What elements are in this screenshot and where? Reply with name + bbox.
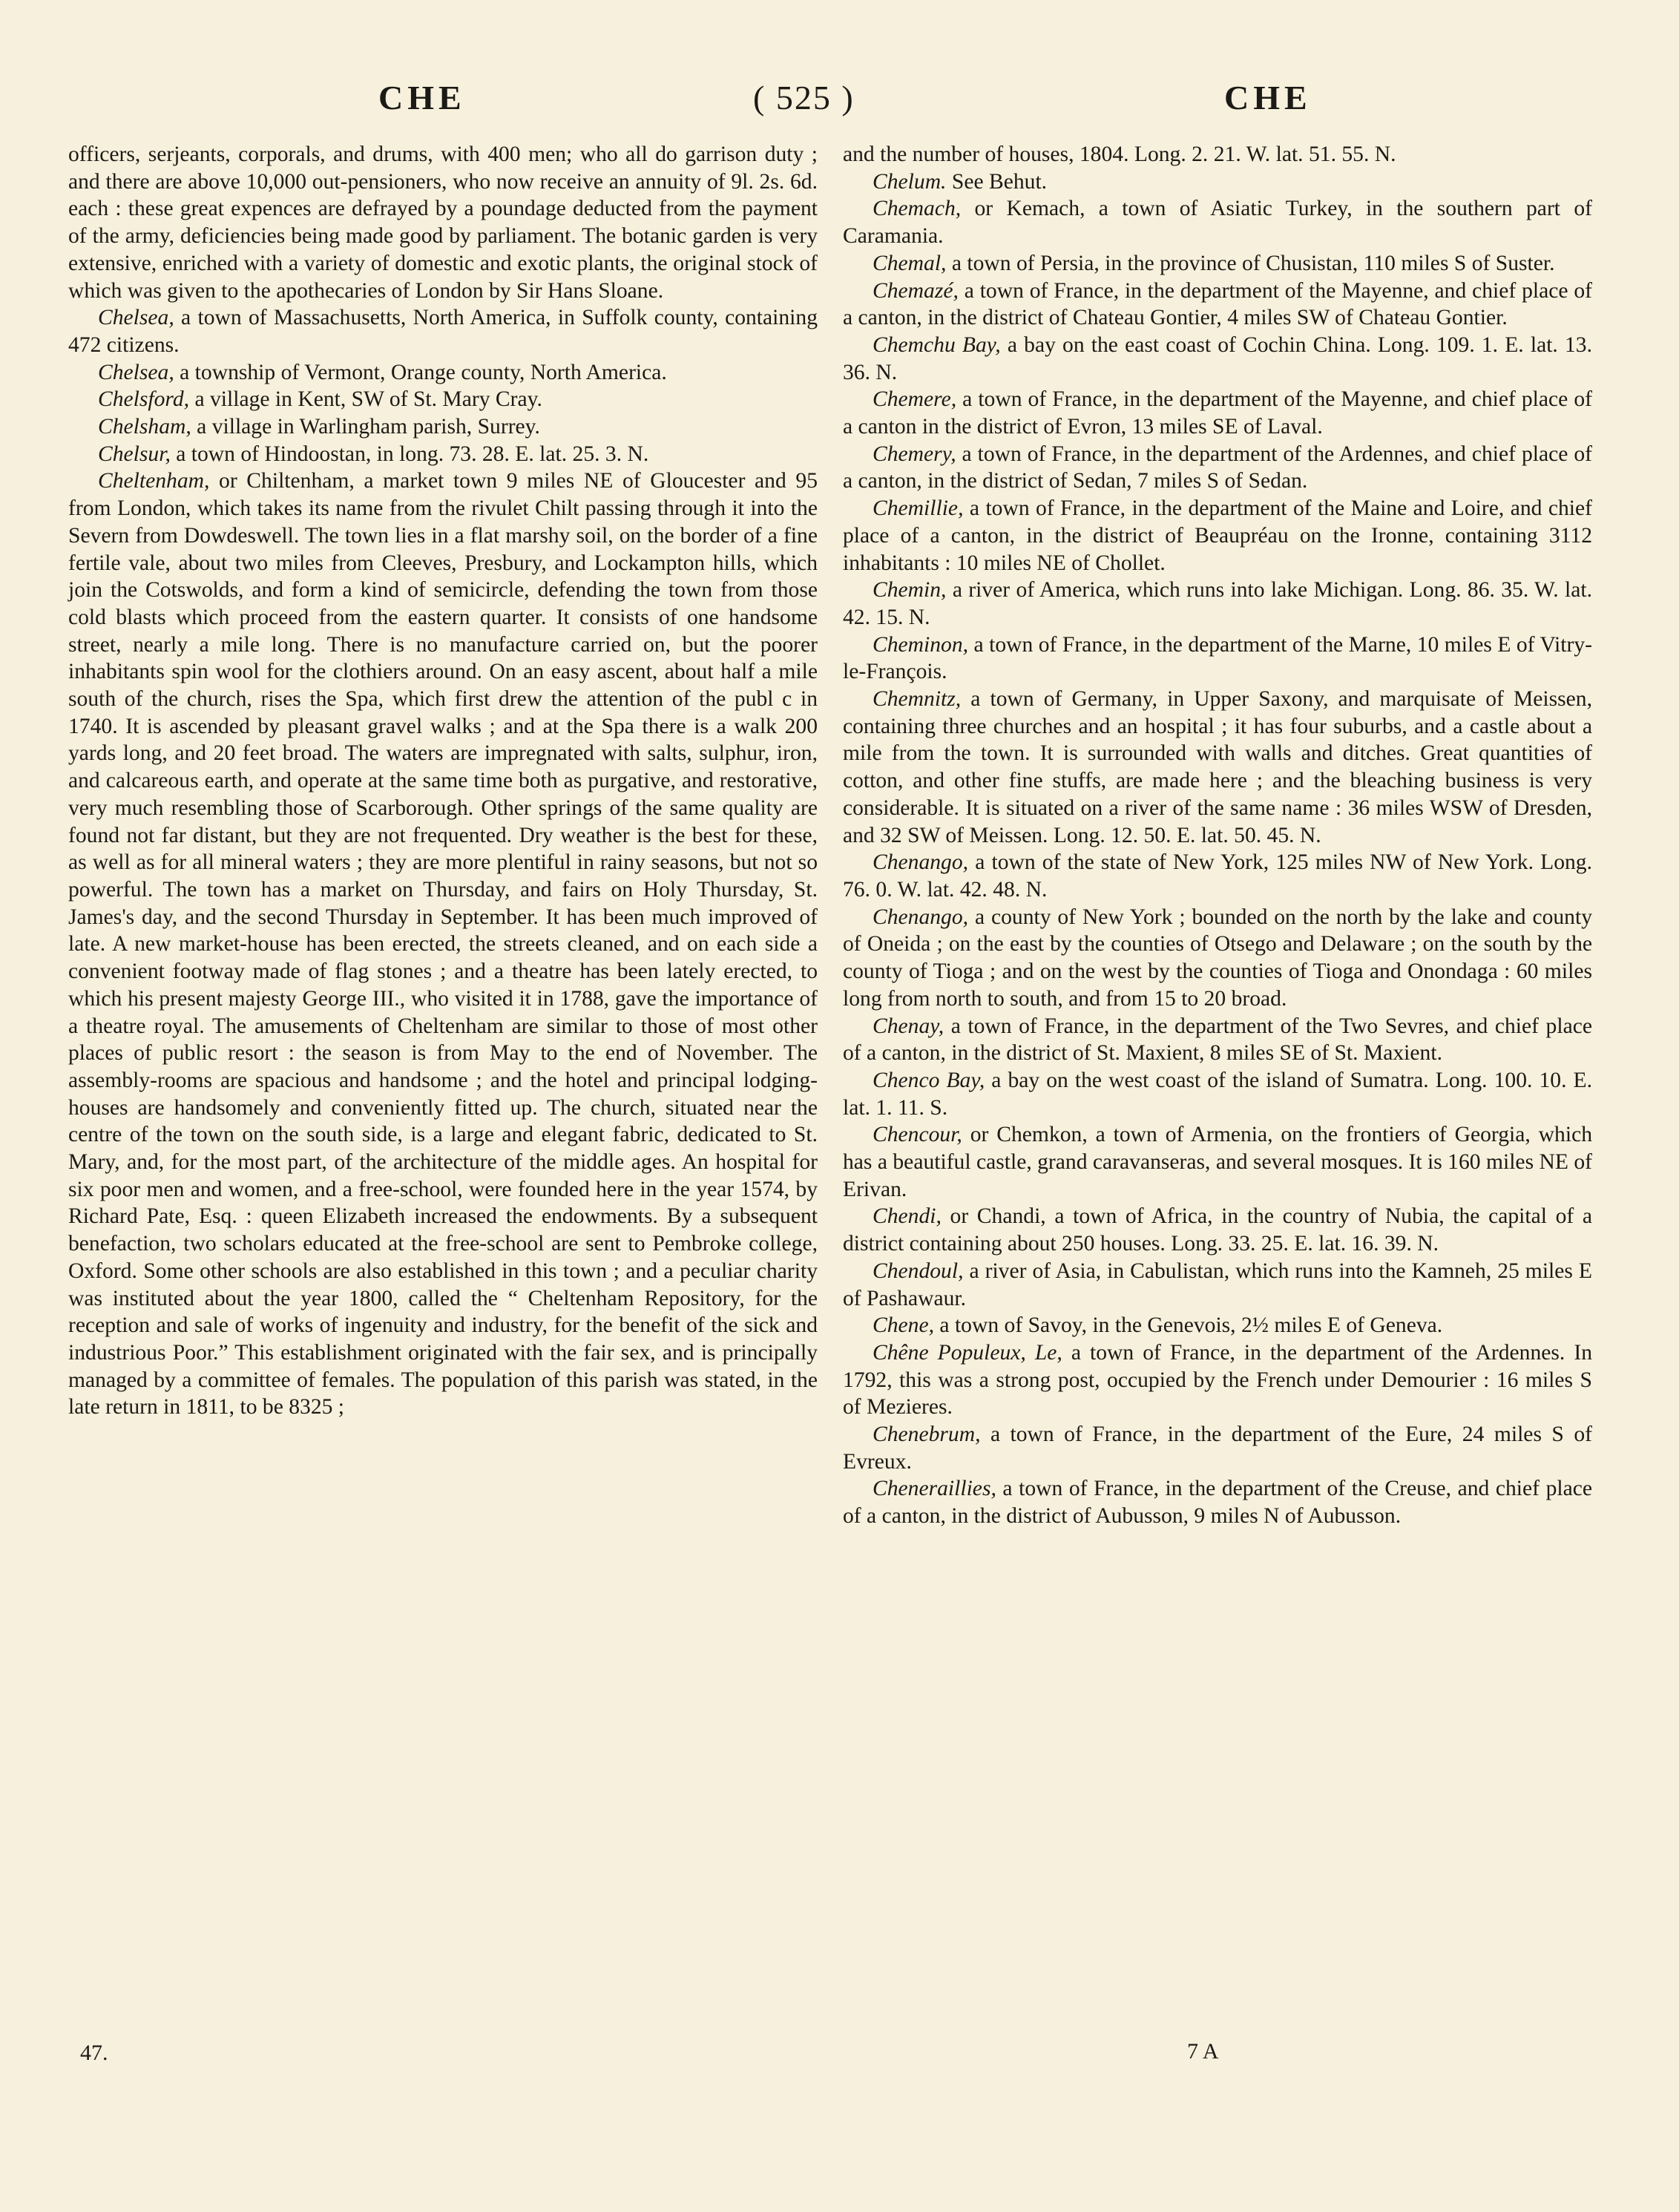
entry-text: or Kemach, a town of Asiatic Turkey, in the southern part of Caramania. [843,197,1592,249]
entry-headword: Chemin, [873,578,947,603]
gazetteer-entry [843,1013,1592,1067]
gazetteer-entry [843,1339,1592,1421]
entry-headword: Chemillie, [873,496,964,521]
entry-headword: Cheltenham, [98,469,210,493]
entry-headword: Chelsur, [98,442,171,466]
gazetteer-entry [843,250,1592,278]
gazetteer-entry [843,631,1592,686]
gazetteer-entry [843,849,1592,903]
entry-text: a county of New York ; bounded on the north by the lake and county of Oneida ; on the east by the counties of Otsego and Delaware ; on the south by the county of Tioga ; and on the west by the counties of Tioga and Onondaga : 60 miles long from north to south, and from 15 to 20 broad. [843,905,1592,1011]
entry-text: a town of France, in the department of the Creuse, and chief place of a canton, in the district of Aubusson, 9 miles N of Aubusson. [843,1477,1592,1529]
gazetteer-entry [843,1203,1592,1257]
right-column [843,141,1592,1530]
entry-text: a river of Asia, in Cabulistan, which runs into the Kamneh, 25 miles E of Pashawaur. [843,1258,1592,1310]
entry-text: a town of Savoy, in the Genevois, 2½ miles E of Geneva. [934,1313,1443,1338]
gazetteer-entry [68,304,818,358]
gazetteer-entry [68,359,818,387]
gazetteer-entry [843,386,1592,440]
gazetteer-entry [843,1067,1592,1121]
gazetteer-entry [843,1258,1592,1312]
entry-text: officers, serjeants, corporals, and drums, with 400 men; who all do garrison duty ; and there are above 10,000 out-pensioners, who now receive an annuity of 9l. 2s. 6d. each : these great expences are defrayed by a poundage deducted from the payment of the army, deficiencies being made good by parliament. The botanic garden is very extensive, enriched with a variety of domestic and exotic plants, the original stock of which was given to the apothecaries of London by Sir Hans Sloane. [68,142,818,303]
entry-headword: Chelum. [873,169,947,194]
gazetteer-entry [843,195,1592,249]
entry-headword: Chemery, [873,442,956,466]
entry-text: a town of Hindoostan, in long. 73. 28. E. lat. 25. 3. N. [170,442,649,466]
gazetteer-entry [68,467,818,1421]
entry-text: a town of Germany, in Upper Saxony, and marquisate of Meissen, containing three churches and an hospital ; it has four suburbs, and a castle about a mile from the town. It is surrounded with walls and ditches. Great quantities of cotton, and other fine stuffs, are made here ; and the bleaching business is very considerable. It is situated on a river of the same name : 36 miles WSW of Dresden, and 32 SW of Meissen. Long. 12. 50. E. lat. 50. 45. N. [843,687,1592,847]
entry-text: or Chandi, a town of Africa, in the country of Nubia, the capital of a district containing about 250 houses. Long. 33. 25. E. lat. 16. 39. N. [843,1204,1592,1256]
entry-headword: Chendoul, [873,1258,964,1283]
entry-text: a river of America, which runs into lake Michigan. Long. 86. 35. W. lat. 42. 15. N. [843,578,1592,629]
gazetteer-entry [843,168,1592,196]
gazetteer-entry [843,332,1592,386]
gazetteer-entry [843,904,1592,1013]
entry-headword: Chenebrum, [873,1422,981,1447]
gazetteer-entry [68,413,818,441]
entry-text: a town of France, in the department of the Mayenne, and chief place of a canton, in the district of Chateau Gontier, 4 miles SW of Chateau Gontier. [843,278,1592,330]
signature-letter: 7 A [1187,2039,1219,2064]
entry-headword: Chêne Populeux, Le, [873,1340,1062,1365]
entry-headword: Chemal, [873,251,947,275]
entry-headword: Chendi, [873,1204,942,1229]
gazetteer-entry [68,386,818,413]
gazetteer-entry [843,495,1592,577]
entry-text: or Chiltenham, a market town 9 miles NE of Gloucester and 95 from London, which takes its name from the rivulet Chilt passing through it into the Severn from Dowdeswell. The town lies in a flat marshy soil, on the border of a fine fertile vale, about two miles from Cleeves, Presbury, and Lockampton hills, which join the Cotswolds, and form a kind of semicircle, defending the town from those cold blasts which proceed from the eastern quarter. It consists of one handsome street, nearly a mile long. There is no manufacture carried on, but the poorer inhabitants spin wool for the clothiers around. On an easy ascent, about half a mile south of the church, rises the Spa, which first drew the attention of the publ c in 1740. It is ascended by pleasant gravel walks ; and at the Spa there is a walk 200 yards long, and 20 feet broad. The waters are impregnated with salts, sulphur, iron, and calcareous earth, and operate at the same time both as purgative, and restorative, very much resembling those of Scarborough. Other springs of the same quality are found not far distant, but they are not frequented. Dry weather is the best for these, as well as for all mineral waters ; they are more plentiful in rainy seasons, but not so powerful. The town has a market on Thursday, and fairs on Holy Thursday, St. James's day, and the second Thursday in September. It has been much improved of late. A new market-house has been erected, the streets cleaned, and on each side a convenient footway made of flag stones ; and a theatre has been lately erected, to which his present majesty George III., who visited it in 1788, gave the importance of a theatre royal. The amusements of Cheltenham are similar to those of most other places of public resort : the season is from May to the end of November. The assembly-rooms are spacious and handsome ; and the hotel and principal lodging-houses are handsomely and conveniently fitted up. The church, situated near the centre of the town on the south side, is a large and elegant fabric, dedicated to St. Mary, and, for the most part, of the architecture of the middle ages. An hospital for six poor men and women, and a free-school, were founded here in the year 1574, by Richard Pate, Esq. : queen Elizabeth increased the endowments. By a subsequent benefaction, two scholars educated at the free-school are sent to Pembroke college, Oxford. Some other schools are also established in this town ; and a peculiar charity was instituted about the year 1800, called the “ Cheltenham Repository, for the reception and sale of works of ingenuity and industry, for the benefit of the sick and industrious Poor.” This establishment originated with the fair sex, and is principally managed by a committee of females. The population of this parish was stated, in the late return in 1811, to be 8325 ; [68,469,818,1420]
entry-text: a town of France, in the department of the Maine and Loire, and chief place of a canton, in the district of Beaupréau on the Ironne, containing 3112 inhabitants : 10 miles NE of Chollet. [843,496,1592,575]
entry-headword: Chene, [873,1313,935,1338]
entry-headword: Chelsford, [98,387,190,412]
entry-text: a village in Kent, SW of St. Mary Cray. [189,387,542,412]
entry-headword: Chemazé, [873,278,959,303]
gazetteer-entry [68,141,818,304]
header-left-catchword: CHE [378,79,466,116]
entry-headword: Chenay, [873,1014,944,1038]
entry-text: a town of France, in the department of the Ardennes, and chief place of a canton, in the district of Sedan, 7 miles S of Sedan. [843,442,1592,493]
gazetteer-entry [843,1421,1592,1475]
entry-headword: Chencour, [873,1123,962,1147]
entry-headword: Chelsea, [98,360,174,384]
gazetteer-entry [843,577,1592,631]
entry-headword: Chemchu Bay, [873,332,1001,357]
header-right-catchword: CHE [1224,79,1312,116]
gazetteer-entry [68,441,818,468]
entry-headword: Chelsham, [98,415,191,439]
entry-text: a town of France, in the department of the Mayenne, and chief place of a canton in the district of Evron, 13 miles SE of Laval. [843,387,1592,439]
entry-headword: Cheminon, [873,632,969,657]
gazetteer-entry [843,686,1592,849]
entry-text: a bay on the west coast of the island of Sumatra. Long. 100. 10. E. lat. 1. 11. S. [843,1068,1592,1120]
entry-text: a bay on the east coast of Cochin China. Long. 109. 1. E. lat. 13. 36. N. [843,332,1592,384]
entry-headword: Chenco Bay, [873,1068,985,1092]
entry-text: a township of Vermont, Orange county, North America. [174,360,667,384]
entry-text: and the number of houses, 1804. Long. 2. 21. W. lat. 51. 55. N. [843,142,1396,166]
gazetteer-entry [843,1475,1592,1529]
running-header [67,70,1612,130]
page-number: ( 525 ) [753,79,855,116]
gazetteer-entry [843,278,1592,332]
entry-headword: Chenango, [873,905,969,929]
signature-number: 47. [80,2041,108,2065]
entry-headword: Chemere, [873,387,957,412]
entry-headword: Cheneraillies, [873,1477,996,1501]
entry-headword: Chemach, [873,197,962,221]
entry-text: a town of France, in the department of the Eure, 24 miles S of Evreux. [843,1422,1592,1474]
entry-text: a town of France, in the department of the Ardennes. In 1792, this was a strong post, occupied by the French under Demourier : 16 miles S of Mezieres. [843,1340,1592,1420]
entry-text: a town of Persia, in the province of Chusistan, 110 miles S of Suster. [946,251,1555,275]
entry-text: a town of the state of New York, 125 miles NW of New York. Long. 76. 0. W. lat. 42. 48. N. [843,850,1592,902]
gazetteer-entry [843,1312,1592,1339]
entry-headword: Chelsea, [98,306,174,330]
entry-text: a village in Warlingham parish, Surrey. [191,415,540,439]
entry-text: See Behut. [946,169,1048,194]
entry-headword: Chemnitz, [873,687,962,712]
entry-text: a town of Massachusetts, North America, in Suffolk county, containing 472 citizens. [68,306,818,357]
left-column [68,141,818,1421]
entry-text: a town of France, in the department of the Marne, 10 miles E of Vitry-le-François. [843,632,1592,684]
entry-text: a town of France, in the department of the Two Sevres, and chief place of a canton, in the district of St. Maxient, 8 miles SE of St. Maxient. [843,1014,1592,1066]
gazetteer-entry [843,141,1592,168]
entry-text: or Chemkon, a town of Armenia, on the frontiers of Georgia, which has a beautiful castle, grand caravanseras, and several mosques. It is 160 miles NE of Erivan. [843,1123,1592,1201]
gazetteer-entry [843,441,1592,495]
gazetteer-entry [843,1121,1592,1203]
entry-headword: Chenango, [873,850,969,875]
